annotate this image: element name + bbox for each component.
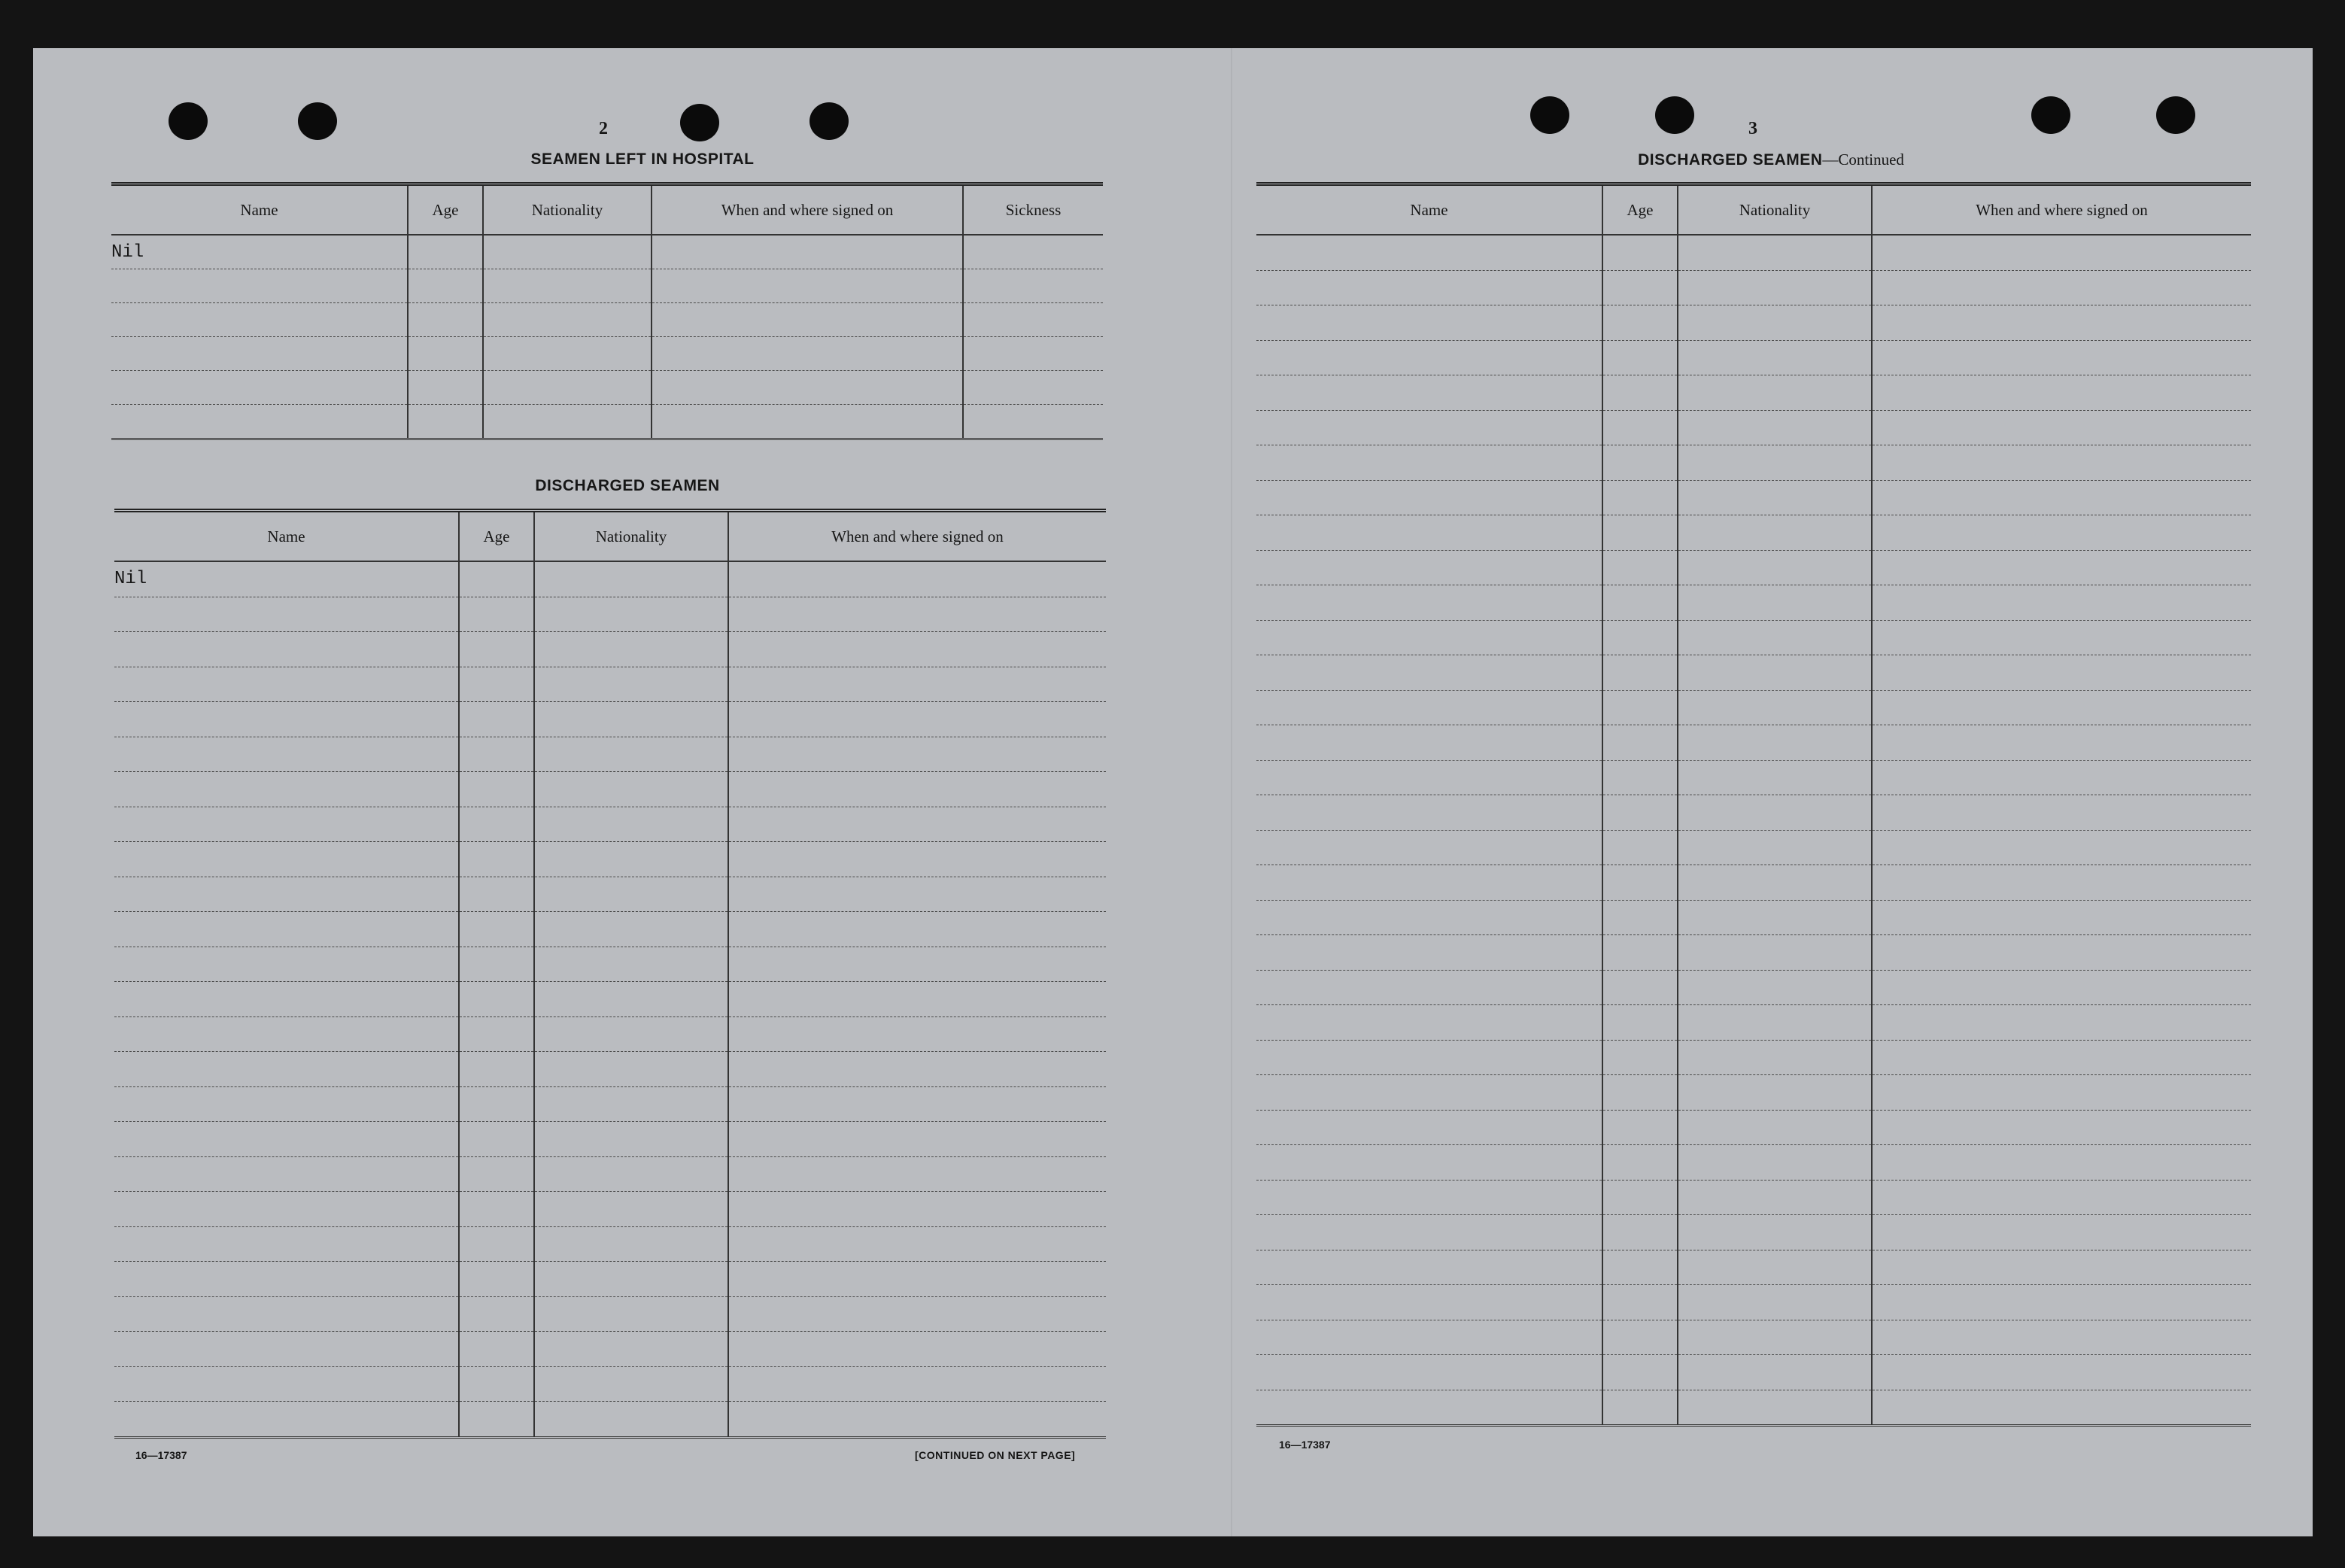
table-row — [1256, 1390, 2251, 1426]
column-header-nationality: Nationality — [483, 184, 652, 236]
table-row — [111, 371, 1103, 405]
column-header-signed-on: When and where signed on — [728, 511, 1106, 562]
column-header-name: Name — [114, 511, 459, 562]
table-row — [1256, 725, 2251, 761]
table-row — [1256, 830, 2251, 865]
table-row — [1256, 970, 2251, 1005]
table-row — [1256, 1110, 2251, 1145]
table-row — [1256, 235, 2251, 270]
table-row — [1256, 795, 2251, 831]
table-row — [114, 1226, 1106, 1262]
table-row — [114, 737, 1106, 772]
column-header-nationality: Nationality — [1678, 184, 1872, 236]
table-row — [114, 947, 1106, 982]
column-header-age: Age — [408, 184, 483, 236]
table-row — [1256, 760, 2251, 795]
page-number-right: 3 — [1748, 119, 1758, 138]
column-header-sickness: Sickness — [963, 184, 1103, 236]
discharged-section-title: DISCHARGED SEAMEN — [535, 477, 720, 494]
table-row — [1256, 865, 2251, 901]
table-row — [1256, 480, 2251, 515]
table-row — [1256, 340, 2251, 375]
punch-hole — [169, 102, 208, 140]
discharged-continued-table — [1256, 182, 2251, 1427]
punch-hole — [2156, 96, 2195, 134]
table-row — [111, 337, 1103, 371]
table-row — [1256, 515, 2251, 551]
punch-hole — [810, 102, 849, 140]
table-row — [114, 597, 1106, 632]
column-header-name: Name — [1256, 184, 1602, 236]
table-row — [1256, 585, 2251, 621]
table-row — [1256, 445, 2251, 481]
punch-hole — [298, 102, 337, 140]
table-row — [1256, 1075, 2251, 1111]
table-row — [1256, 1355, 2251, 1390]
table-row — [111, 405, 1103, 439]
table-row — [1256, 270, 2251, 305]
hospital-table — [111, 182, 1103, 440]
form-number-left: 16—17387 — [135, 1449, 187, 1461]
table-row — [114, 1332, 1106, 1367]
table-row — [1256, 620, 2251, 655]
discharged-table — [114, 509, 1106, 1439]
table-row — [1256, 1180, 2251, 1215]
column-header-signed-on: When and where signed on — [1872, 184, 2251, 236]
table-row — [114, 1086, 1106, 1122]
punch-hole — [1530, 96, 1569, 134]
hospital-name-entry: Nil — [111, 235, 408, 269]
table-row — [1256, 900, 2251, 935]
table-row — [111, 269, 1103, 303]
table-row — [1256, 1040, 2251, 1075]
discharged-name-entry: Nil — [114, 561, 459, 597]
table-row — [1256, 1250, 2251, 1285]
punch-hole — [1655, 96, 1694, 134]
column-header-age: Age — [459, 511, 534, 562]
table-row — [114, 1366, 1106, 1402]
table-row — [114, 842, 1106, 877]
table-row — [114, 772, 1106, 807]
table-row — [1256, 1145, 2251, 1181]
table-row — [114, 807, 1106, 842]
table-row — [1256, 935, 2251, 971]
table-row — [1256, 690, 2251, 725]
hospital-section-title: SEAMEN LEFT IN HOSPITAL — [530, 150, 755, 168]
table-row — [114, 1296, 1106, 1332]
table-row — [114, 702, 1106, 737]
table-row — [1256, 655, 2251, 691]
table-row — [1256, 1005, 2251, 1041]
title-main: DISCHARGED SEAMEN — [1638, 151, 1823, 169]
table-row — [1256, 1285, 2251, 1320]
continued-note: [CONTINUED ON NEXT PAGE] — [915, 1449, 1076, 1461]
table-row — [111, 235, 1103, 269]
table-row — [114, 982, 1106, 1017]
page-fold — [1231, 48, 1232, 1536]
column-header-age: Age — [1602, 184, 1678, 236]
table-row — [114, 877, 1106, 912]
table-row — [114, 561, 1106, 597]
table-row — [1256, 375, 2251, 411]
column-header-signed-on: When and where signed on — [652, 184, 963, 236]
table-row — [114, 1016, 1106, 1052]
punch-hole — [2031, 96, 2070, 134]
form-number-right: 16—17387 — [1279, 1439, 1331, 1451]
table-row — [1256, 1320, 2251, 1355]
title-suffix: —Continued — [1822, 150, 1904, 169]
table-row — [114, 1156, 1106, 1192]
document-sheet — [33, 48, 2313, 1536]
table-row — [1256, 305, 2251, 341]
column-header-nationality: Nationality — [534, 511, 728, 562]
table-row — [114, 1262, 1106, 1297]
table-row — [114, 667, 1106, 702]
table-row — [114, 1052, 1106, 1087]
table-row — [1256, 1215, 2251, 1250]
table-row — [114, 632, 1106, 667]
table-row — [111, 303, 1103, 337]
table-row — [1256, 550, 2251, 585]
table-row — [114, 1402, 1106, 1438]
discharged-continued-title — [1463, 150, 2079, 169]
table-row — [114, 1192, 1106, 1227]
table-row — [114, 912, 1106, 947]
table-row — [1256, 410, 2251, 445]
column-header-name: Name — [111, 184, 408, 236]
table-row — [114, 1122, 1106, 1157]
page-number-left: 2 — [599, 119, 609, 138]
punch-hole — [680, 104, 719, 141]
